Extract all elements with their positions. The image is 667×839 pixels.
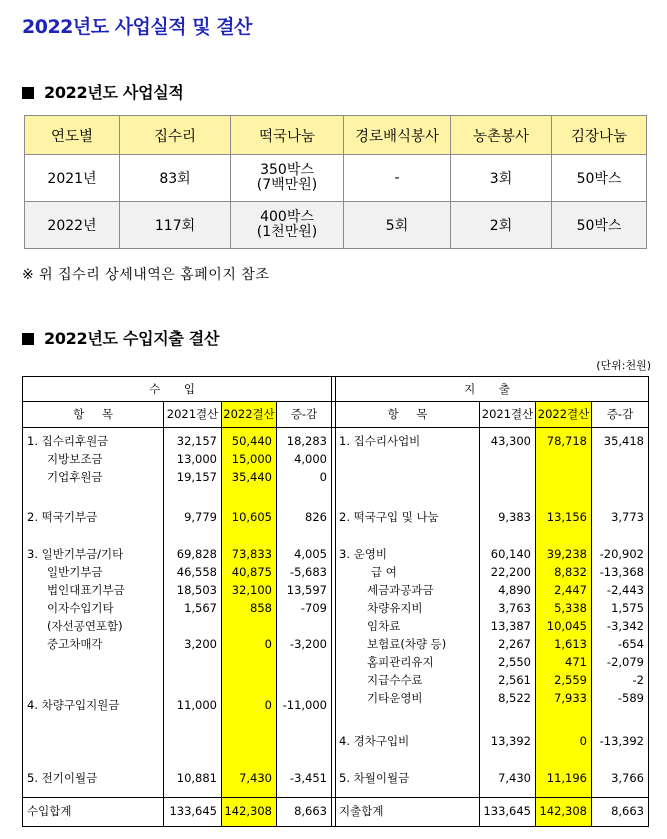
income-item-label: 지방보조금 <box>47 452 103 466</box>
expense-diff-value: -20,902 <box>599 547 644 561</box>
income-diff-value: -5,683 <box>289 565 327 579</box>
performance-table <box>24 115 647 249</box>
income-2022-value: 50,440 <box>231 434 272 448</box>
expense-total-2021: 133,645 <box>483 804 531 818</box>
income-2022-value: 7,430 <box>239 771 272 785</box>
expense-2021-value: 13,392 <box>490 734 531 748</box>
expense-total-diff: 8,663 <box>611 804 644 818</box>
expense-2021-value: 8,522 <box>498 691 531 705</box>
table-cell: 2021년 <box>25 155 120 202</box>
col-header-item: 항 목 <box>73 407 113 421</box>
expense-heading: 지 출 <box>464 382 520 396</box>
divider <box>335 377 336 826</box>
col-header-2021: 2021결산 <box>166 407 219 421</box>
expense-diff-value: 1,575 <box>611 601 644 615</box>
expense-item-label: 기타운영비 <box>367 691 423 705</box>
expense-2021-value: 43,300 <box>490 434 531 448</box>
expense-2021-value: 2,550 <box>498 655 531 669</box>
expense-total-2022: 142,308 <box>539 804 587 818</box>
expense-2021-value: 22,200 <box>490 565 531 579</box>
income-2022-value: 35,440 <box>231 470 272 484</box>
income-item-label: 법인대표기부금 <box>47 583 125 597</box>
income-2021-value: 3,200 <box>184 637 217 651</box>
expense-diff-value: -654 <box>617 637 644 651</box>
expense-2021-value: 2,267 <box>498 637 531 651</box>
income-2022-value: 73,833 <box>231 547 272 561</box>
expense-item-label: 4. 경차구입비 <box>339 734 410 748</box>
table-cell <box>231 155 344 202</box>
expense-item-label: 세금과공과금 <box>367 583 434 597</box>
expense-2022-value: 39,238 <box>546 547 587 561</box>
expense-diff-value: -2,443 <box>606 583 644 597</box>
table-header-row <box>25 116 647 155</box>
expense-item-label: 1. 집수리사업비 <box>339 434 421 448</box>
income-item-label: 3. 일반기부금/기타 <box>27 547 124 561</box>
expense-2022-value: 5,338 <box>554 601 587 615</box>
square-bullet-icon <box>22 333 34 345</box>
income-diff-value: 18,283 <box>286 434 327 448</box>
expense-diff-value: -13,368 <box>599 565 644 579</box>
expense-diff-value: -589 <box>617 691 644 705</box>
income-2022-value: 40,875 <box>231 565 272 579</box>
table-row <box>25 155 647 202</box>
table-cell: - <box>344 155 451 202</box>
col-header-2021: 2021결산 <box>481 407 534 421</box>
header-cell: 김장나눔 <box>552 116 647 155</box>
income-item-label: 기업후원금 <box>47 470 103 484</box>
income-heading: 수 입 <box>149 382 205 396</box>
expense-diff-value: -3,342 <box>606 619 644 633</box>
income-diff-value: 4,005 <box>294 547 327 561</box>
expense-item-label: 보험료(차량 등) <box>367 637 447 651</box>
expense-2022-value: 1,613 <box>554 637 587 651</box>
budget-table <box>22 376 649 827</box>
expense-2022-value: 7,933 <box>554 691 587 705</box>
expense-item-label: 차량유지비 <box>367 601 423 615</box>
table-cell: 3회 <box>451 155 552 202</box>
expense-2022-value: 78,718 <box>546 434 587 448</box>
income-diff-value: 13,597 <box>286 583 327 597</box>
col-header-diff: 증-감 <box>290 407 318 421</box>
income-item-label: 이자수입기타 <box>47 601 114 615</box>
section-heading-label: 2022년도 수입지출 결산 <box>44 329 220 348</box>
section-heading-label: 2022년도 사업실적 <box>44 83 184 102</box>
header-cell: 연도별 <box>25 116 120 155</box>
income-2022-value: 10,605 <box>231 510 272 524</box>
income-2022-value: 0 <box>264 637 272 651</box>
income-2021-value: 19,157 <box>176 470 217 484</box>
income-item-label: (자선공연포함) <box>47 619 123 633</box>
income-item-label: 일반기부금 <box>47 565 103 579</box>
unit-label: (단위:천원) <box>596 359 651 372</box>
expense-2021-value: 7,430 <box>498 771 531 785</box>
expense-2021-value: 9,383 <box>498 510 531 524</box>
expense-item-label: 급 여 <box>371 565 397 579</box>
expense-item-label: 3. 운영비 <box>339 547 387 561</box>
expense-2022-value: 0 <box>579 734 587 748</box>
table-cell: 50박스 <box>552 155 647 202</box>
expense-diff-value: 3,773 <box>611 510 644 524</box>
income-total-2022: 142,308 <box>224 804 272 818</box>
expense-2022-value: 11,196 <box>546 771 587 785</box>
income-diff-value: 0 <box>319 470 327 484</box>
header-cell: 농촌봉사 <box>451 116 552 155</box>
expense-2022-value: 471 <box>565 655 587 669</box>
table-cell: 117회 <box>120 202 231 249</box>
income-item-label: 1. 집수리후원금 <box>27 434 109 448</box>
col-header-2022: 2022결산 <box>537 407 590 421</box>
table-cell: 2회 <box>451 202 552 249</box>
header-cell: 집수리 <box>120 116 231 155</box>
expense-2022-value: 2,447 <box>554 583 587 597</box>
expense-2021-value: 3,763 <box>498 601 531 615</box>
cell-line: (7백만원) <box>256 177 318 193</box>
cell-line: 400박스 <box>260 209 314 225</box>
income-total-label: 수입합계 <box>27 804 72 818</box>
income-2021-value: 1,567 <box>184 601 217 615</box>
col-header-diff: 증-감 <box>606 407 634 421</box>
expense-2022-value: 2,559 <box>554 673 587 687</box>
income-2022-value: 32,100 <box>231 583 272 597</box>
table-cell: 2022년 <box>25 202 120 249</box>
table-cell: 50박스 <box>552 202 647 249</box>
table-cell: 5회 <box>344 202 451 249</box>
income-2021-value: 13,000 <box>176 452 217 466</box>
income-2021-value: 11,000 <box>176 698 217 712</box>
section-heading-performance <box>22 80 184 103</box>
section-heading-budget <box>22 326 219 349</box>
square-bullet-icon <box>22 87 34 99</box>
expense-item-label: 임차료 <box>367 619 401 633</box>
income-2021-value: 10,881 <box>176 771 217 785</box>
income-total-diff: 8,663 <box>294 804 327 818</box>
income-2022-value: 858 <box>250 601 272 615</box>
col-header-item: 항 목 <box>387 407 428 421</box>
col-header-2022: 2022결산 <box>223 407 275 421</box>
income-diff-value: -3,451 <box>289 771 327 785</box>
expense-diff-value: 3,766 <box>611 771 644 785</box>
cell-line: 350박스 <box>260 162 314 178</box>
income-diff-value: -709 <box>300 601 327 615</box>
expense-2021-value: 4,890 <box>498 583 531 597</box>
expense-total-label: 지출합계 <box>339 804 384 818</box>
income-diff-value: 4,000 <box>294 452 327 466</box>
page-title: 2022년도 사업실적 및 결산 <box>22 16 252 38</box>
income-diff-value: -3,200 <box>289 637 327 651</box>
income-2021-value: 9,779 <box>184 510 217 524</box>
income-item-label: 중고차매각 <box>47 637 103 651</box>
expense-2022-value: 10,045 <box>546 619 587 633</box>
expense-2021-value: 60,140 <box>490 547 531 561</box>
expense-diff-value: 35,418 <box>603 434 644 448</box>
expense-2022-value: 8,832 <box>554 565 587 579</box>
expense-2022-value: 13,156 <box>546 510 587 524</box>
table-row <box>25 202 647 249</box>
income-2022-value: 0 <box>264 698 272 712</box>
income-diff-value: 826 <box>305 510 327 524</box>
expense-2021-value: 2,561 <box>498 673 531 687</box>
expense-item-label: 홈피관리유지 <box>367 655 434 669</box>
income-item-label: 5. 전기이월금 <box>27 771 98 785</box>
header-cell: 경로배식봉사 <box>344 116 451 155</box>
expense-diff-value: -2,079 <box>606 655 644 669</box>
expense-2021-value: 13,387 <box>490 619 531 633</box>
income-item-label: 4. 차량구입지원금 <box>27 698 120 712</box>
expense-item-label: 2. 떡국구입 및 나눔 <box>339 510 439 524</box>
table-cell <box>231 202 344 249</box>
income-2021-value: 32,157 <box>176 434 217 448</box>
expense-diff-value: -2 <box>632 673 644 687</box>
divider <box>331 377 332 826</box>
table-cell: 83회 <box>120 155 231 202</box>
expense-diff-value: -13,392 <box>599 734 644 748</box>
income-2021-value: 18,503 <box>176 583 217 597</box>
income-2021-value: 69,828 <box>176 547 217 561</box>
income-2021-value: 46,558 <box>176 565 217 579</box>
income-item-label: 2. 떡국기부금 <box>27 510 98 524</box>
income-2022-value: 15,000 <box>231 452 272 466</box>
reference-note: ※ 위 집수리 상세내역은 홈페이지 참조 <box>22 267 270 283</box>
income-total-2021: 133,645 <box>169 804 217 818</box>
income-diff-value: -11,000 <box>282 698 327 712</box>
cell-line: (1천만원) <box>256 224 318 240</box>
expense-item-label: 지급수수료 <box>367 673 423 687</box>
expense-item-label: 5. 차월이월금 <box>339 771 410 785</box>
header-cell: 떡국나눔 <box>231 116 344 155</box>
